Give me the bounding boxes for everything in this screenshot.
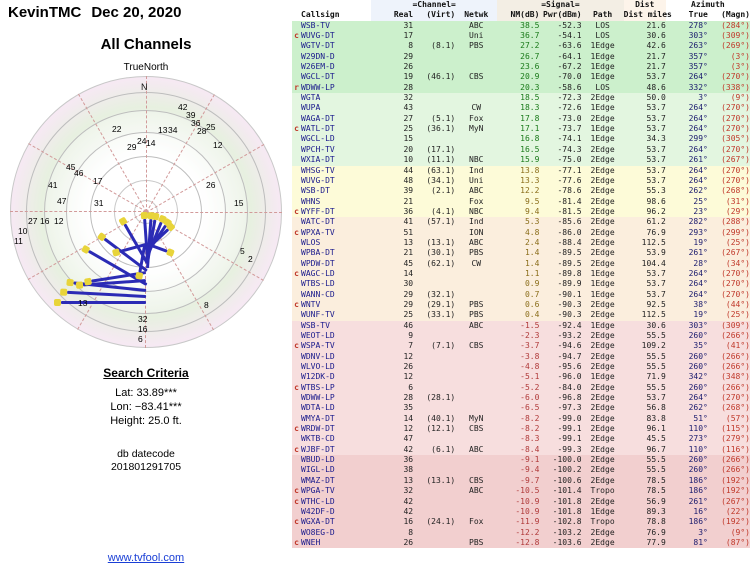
column-header: (Magn) (721, 10, 750, 20)
table-row[interactable]: c WTHC-LD 42 -10.9 -101.8 2Edge 56.9 261° (267°) (292, 497, 750, 507)
polar-label: 32 (138, 314, 148, 324)
table-row[interactable]: WPDW-DT 45 (62.1) CW 1.4 -89.5 2Edge 104.4 28° (34°) (292, 259, 750, 269)
polar-label: 5 (240, 246, 245, 256)
polar-label: 27 (28, 216, 38, 226)
table-row[interactable]: c WSPA-TV 7 (7.1) CBS -3.7 -94.6 2Edge 109.2 35° (41°) (292, 341, 750, 351)
table-row[interactable]: WPBA-DT 21 (30.1) PBS 1.4 -89.5 2Edge 53.9 261° (267°) (292, 248, 750, 258)
polar-spoke (146, 212, 282, 213)
table-row[interactable]: WUVG-DT 48 (34.1) Uni 13.3 -77.6 2Edge 53.7 264° (270°) (292, 176, 750, 186)
table-row[interactable]: r WDWW-LP 28 20.3 -58.6 LOS 48.6 332° (338°) (292, 83, 750, 93)
polar-label: 10 (18, 226, 28, 236)
table-row[interactable]: WAGA-DT 27 (5.1) Fox 17.8 -73.0 2Edge 53.7 264° (270°) (292, 114, 750, 124)
report-date: Dec 20, 2020 (91, 4, 182, 21)
table-row[interactable]: WMYA-DT 14 (40.1) MyN -8.2 -99.0 2Edge 83.8 51° (57°) (292, 414, 750, 424)
signal-table-body (292, 0, 750, 548)
column-header: Path (582, 10, 624, 20)
left-panel (0, 0, 292, 577)
table-row[interactable]: WIGL-LD 38 -9.4 -100.2 2Edge 55.5 260° (266°) (292, 465, 750, 475)
polar-label: 13 (158, 125, 168, 135)
table-row[interactable]: WGTA 32 18.5 -72.3 2Edge 50.0 3° (9°) (292, 93, 750, 103)
column-header: True (688, 10, 708, 20)
polar-label: 16 (40, 216, 50, 226)
table-row[interactable]: WUPA 43 CW 18.3 -72.6 1Edge 53.7 264° (270°) (292, 103, 750, 113)
table-row[interactable]: c WJBF-DT 42 (6.1) ABC -8.4 -99.3 2Edge 96.7 110° (116°) (292, 445, 750, 455)
column-header: (Virt) (413, 10, 455, 20)
table-row[interactable]: WLOS 13 (13.1) ABC 2.4 -88.4 2Edge 112.5 19° (25°) (292, 238, 750, 248)
table-row[interactable]: c WTBS-LP 6 -5.2 -84.0 2Edge 55.5 260° (266°) (292, 383, 750, 393)
polar-label: 17 (93, 176, 103, 186)
polar-label: 11 (14, 236, 23, 246)
polar-label: 28 (197, 126, 207, 136)
polar-label: 8 (204, 300, 209, 310)
column-header: Pwr(dBm) (539, 10, 581, 20)
table-header-row (292, 10, 750, 20)
column-header: Callsign (301, 10, 340, 20)
polar-label: 12 (54, 216, 64, 226)
table-row[interactable]: c WRDW-DT 12 (12.1) CBS -8.2 -99.1 2Edge 96.1 110° (115°) (292, 424, 750, 434)
polar-label: 13 (78, 298, 88, 308)
table-row[interactable]: c WNTV 29 (29.1) PBS 0.6 -90.3 2Edge 92.5 38° (44°) (292, 300, 750, 310)
latitude-value: Lat: 33.89*** (115, 387, 177, 399)
table-row[interactable]: WO8EG-D 8 -12.2 -103.2 2Edge 76.9 3° (9°) (292, 528, 750, 538)
table-row[interactable]: WDNV-LD 12 -3.8 -94.7 2Edge 55.5 260° (266°) (292, 352, 750, 362)
table-row[interactable]: WANN-CD 29 (32.1) 0.7 -90.1 1Edge 53.7 264° (270°) (292, 290, 750, 300)
longitude-value: Lon: −83.41*** (110, 401, 182, 413)
table-row[interactable]: WGTV-DT 8 (8.1) PBS 27.2 -63.6 1Edge 42.6 263° (269°) (292, 41, 750, 51)
search-criteria-title: Search Criteria (103, 366, 189, 380)
table-row[interactable]: WSB-TV 31 ABC 38.5 -52.3 LOS 21.6 278° (284°) (292, 21, 750, 31)
polar-label: 15 (234, 198, 244, 208)
table-row[interactable]: WHSG-TV 44 (63.1) Ind 13.8 -77.1 2Edge 53.7 264° (270°) (292, 166, 750, 176)
polar-label: 41 (48, 180, 58, 190)
table-row[interactable]: WBUD-LD 36 -9.1 -100.0 2Edge 55.5 260° (266°) (292, 455, 750, 465)
column-header: Netwk (455, 10, 497, 20)
table-row[interactable]: c WPGA-TV 32 ABC -10.5 -101.4 Tropo 78.5 186° (192°) (292, 486, 750, 496)
polar-label: 26 (206, 180, 216, 190)
table-row[interactable]: c WGXA-DT 16 (24.1) Fox -11.9 -102.8 Tropo 78.8 186° (192°) (292, 517, 750, 527)
polar-label: 14 (146, 138, 156, 148)
polar-plot (10, 76, 282, 348)
table-row[interactable]: WMAZ-DT 13 (13.1) CBS -9.7 -100.6 2Edge 78.5 186° (192°) (292, 476, 750, 486)
table-row[interactable]: c WPXA-TV 51 ION 4.8 -86.0 2Edge 76.9 293° (299°) (292, 228, 750, 238)
polar-label: 24 (137, 136, 147, 146)
polar-spoke (10, 211, 146, 212)
height-value: Height: 25.0 ft. (110, 415, 182, 427)
user-name: KevinTMC (8, 4, 82, 21)
column-header: NM(dB) (497, 10, 539, 20)
polar-label: 34 (168, 125, 178, 135)
db-datecode (0, 448, 292, 474)
signal-table (292, 0, 750, 577)
table-row[interactable]: WATC-DT 41 (57.1) Ind 5.3 -85.6 2Edge 61.2 282° (288°) (292, 217, 750, 227)
db-datecode-value: 201801291705 (110, 461, 182, 473)
polar-label: 45 (66, 162, 76, 172)
table-row[interactable]: c WATL-DT 25 (36.1) MyN 17.1 -73.7 1Edge 53.7 264° (270°) (292, 124, 750, 134)
table-row[interactable]: c WNEH 26 PBS -12.8 -103.6 2Edge 77.9 81° (87°) (292, 538, 750, 548)
polar-label: 39 (186, 110, 196, 120)
table-row[interactable]: WSB-DT 39 (2.1) ABC 12.2 -78.6 2Edge 55.3 262° (268°) (292, 186, 750, 196)
table-group-header-row: =Channel= =Signal= Dist Azimuth (292, 0, 750, 10)
column-header (292, 10, 301, 20)
db-datecode-label: db datecode (117, 448, 175, 460)
page-title (8, 4, 181, 21)
polar-label: 46 (74, 168, 84, 178)
table-row[interactable]: WPCH-TV 20 (17.1) 16.5 -74.3 2Edge 53.7 264° (270°) (292, 145, 750, 155)
table-row[interactable]: W12DK-D 12 -5.1 -96.0 1Edge 71.9 342° (348°) (292, 372, 750, 382)
table-row[interactable]: c WYFF-DT 36 (4.1) NBC 9.4 -81.5 2Edge 96.2 23° (29°) (292, 207, 750, 217)
table-row[interactable]: WDWW-LP 28 (28.1) -6.0 -96.8 2Edge 53.7 264° (270°) (292, 393, 750, 403)
table-row[interactable]: W29DN-D 29 26.7 -64.1 1Edge 21.7 357° (3°) (292, 52, 750, 62)
polar-label: 25 (206, 122, 216, 132)
search-criteria-values (0, 386, 292, 428)
north-reference-label: TrueNorth (123, 62, 169, 73)
polar-label: 2 (248, 254, 253, 264)
polar-north-label: N (141, 82, 148, 92)
table-row[interactable]: WDTA-LD 35 -6.5 -97.3 2Edge 56.8 262° (268°) (292, 403, 750, 413)
table-row[interactable]: WKTB-CD 47 -8.3 -99.1 2Edge 45.5 273° (279°) (292, 434, 750, 444)
table-row[interactable]: WTBS-LD 30 0.9 -89.9 1Edge 53.7 264° (270°) (292, 279, 750, 289)
table-row[interactable]: WXIA-DT 10 (11.1) NBC 15.9 -75.0 2Edge 53.7 261° (267°) (292, 155, 750, 165)
signal-petal (54, 299, 146, 304)
table-row[interactable]: c WAGC-LD 14 1.1 -89.8 1Edge 53.7 264° (270°) (292, 269, 750, 279)
column-header: Real (371, 10, 413, 20)
table-row[interactable]: WUNF-TV 25 (33.1) PBS 0.4 -90.3 2Edge 112.5 19° (25°) (292, 310, 750, 320)
polar-label: 31 (94, 198, 104, 208)
table-row[interactable]: W26EM-D 26 23.6 -67.2 1Edge 21.7 357° (3°) (292, 62, 750, 72)
tvfool-link[interactable]: www.tvfool.com (107, 552, 185, 564)
polar-label: 16 (138, 324, 148, 334)
table-row[interactable]: WEOT-LD 9 -2.3 -93.2 2Edge 55.5 260° (266°) (292, 331, 750, 341)
table-row[interactable]: WHNS 21 Fox 9.5 -81.4 2Edge 98.6 25° (31°) (292, 197, 750, 207)
polar-label: 47 (57, 196, 67, 206)
polar-label: 22 (112, 124, 122, 134)
column-header: Dist miles (623, 10, 672, 20)
polar-label: 42 (178, 102, 188, 112)
polar-label: 36 (191, 118, 201, 128)
table-row[interactable]: c WUVG-DT 17 Uni 36.7 -54.1 LOS 30.6 303° (309°) (292, 31, 750, 41)
table-row[interactable]: W42DF-D 42 -10.9 -101.8 1Edge 89.3 16° (22°) (292, 507, 750, 517)
table-row[interactable]: WSB-TV 46 ABC -1.5 -92.4 1Edge 30.6 303° (309°) (292, 321, 750, 331)
polar-label: 6 (138, 334, 143, 344)
table-row[interactable]: WGCL-LD 15 16.8 -74.1 1Edge 34.3 299° (305°) (292, 134, 750, 144)
polar-label: 12 (213, 140, 223, 150)
chart-title: All Channels (100, 36, 192, 53)
table-row[interactable]: WLVO-LD 26 -4.8 -95.6 2Edge 55.5 260° (266°) (292, 362, 750, 372)
polar-label: 29 (127, 142, 137, 152)
table-row[interactable]: WGCL-DT 19 (46.1) CBS 20.9 -70.0 1Edge 53.7 264° (270°) (292, 72, 750, 82)
